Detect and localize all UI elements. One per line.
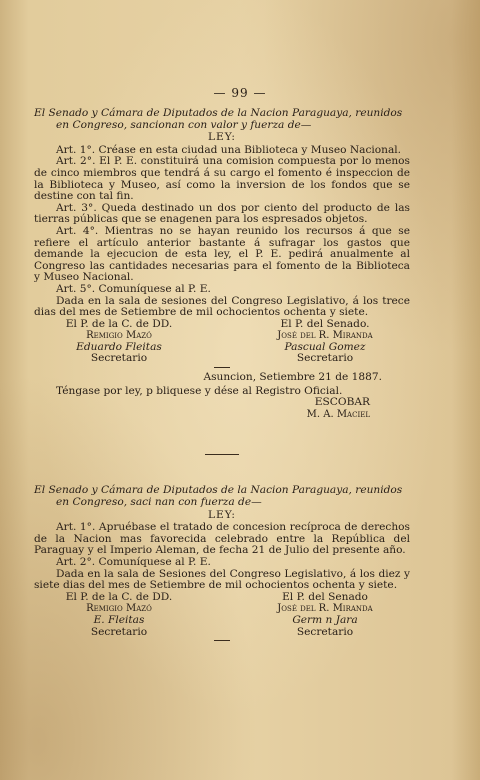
law2-preamble-line1: El Senado y Cámara de Diputados de la Nacion Paraguaya, reunidos [34,484,403,497]
law1-article-5: Art. 5°. Comuníquese al P. E. [56,282,211,295]
law1-sig-right-secretary-title: Secretario [296,352,354,365]
law2-sig-left-secretary-name: E. Fleitas [93,613,145,626]
page-number: — 99 — [213,86,267,100]
law1-preamble-line1: El Senado y Cámara de Diputados de la Nacion Paraguaya, reunidos [34,107,403,119]
law1-ley-heading: LEY: [207,131,237,144]
law1-sig-right-secretary-name: Pascual Gomez [284,340,366,353]
law1-sig-left-title: El P. de la C. de DD. [65,317,173,330]
law1-article-2: Art. 2°. El P. E. constituirá una comision compuesta por lo menos de cinco miembros que tendrá á su cargo el fomento é inspeccion de la Biblioteca y Museo, así como la inversion de los fondos que se destine con tal fin. [34,155,410,203]
law2-signature-left [34,592,204,638]
law2-article-1: Art. 1°. Apruébase el tratado de concesion recíproca de derechos de la Nacion mas favorecida celebrado entre la República del Paraguay y el Imperio Aleman, de fecha 21 de Julio del presente año. [34,521,410,557]
law2-preamble [34,485,410,508]
law1-decree: Téngase por ley, p bliquese y dése al Registro Oficial. [56,384,343,397]
law1-minister-1: ESCOBAR [314,396,370,409]
page-content [34,108,410,641]
law2-given-clause: Dada en la sala de Sesiones del Congreso Legislativo, á los diez y siete dias del mes de Setiembre de mil ochocientos ochenta y siete. [34,567,410,592]
law1-sig-left-secretary-title: Secretario [90,352,148,365]
law1-sig-right-name: José del R. Miranda [277,330,373,342]
law1-given-clause: Dada en la sala de sesiones del Congreso Legislativo, á los trece dias del mes de Setiembre de mil ochocientos ochenta y siete. [34,294,410,319]
law1-divider-dash [214,367,230,368]
law1-sig-left-secretary-name: Eduardo Fleitas [76,340,162,353]
law1-sig-right-title: El P. del Senado. [280,317,370,330]
law2-sig-left-name: Remigio Mazó [86,603,152,615]
law2-signatures [34,592,410,638]
law2-article-2: Art. 2°. Comuníquese al P. E. [56,556,211,568]
section-divider-rule [205,454,239,455]
law1-minister-2: M. A. Maciel [306,408,370,420]
law2-sig-right-name: José del R. Miranda [277,603,373,615]
law2-signature-right [240,592,410,638]
law2-ley-heading: LEY: [207,508,237,521]
law2-sig-left-title: El P. de la C. de DD. [65,590,173,603]
law2-sig-right-title: El P. del Senado [282,590,368,603]
law1-signature-right [240,319,410,365]
law2-sig-left-secretary-title: Secretario [90,625,148,638]
law1-ministers [34,397,410,420]
law2-divider-dash [214,640,230,641]
law2-sig-right-secretary-title: Secretario [296,625,354,638]
law1-sig-left-name: Remigio Mazó [86,330,152,342]
law2-sig-right-secretary-name: Germ n Jara [292,613,358,626]
law1-preamble [34,108,410,131]
law2-preamble-line2: en Congreso, saci nan con fuerza de— [56,496,262,509]
law1-preamble-line2: en Congreso, sancionan con valor y fuerza de— [56,118,312,131]
law1-article-1: Art. 1°. Créase en esta ciudad una Biblioteca y Museo Nacional. [56,143,402,156]
law1-date: Asuncion, Setiembre 21 de 1887. [203,371,382,384]
law1-article-4: Art. 4°. Mientras no se hayan reunido los recursos á que se refiere el artículo anterior bastante á sufragar los gastos que demande la ejecucion de esta ley, el P. E. pedirá anualmente al Congreso las cantidades necesarias para el fomento de la Biblioteca y Museo Nacional. [34,224,410,284]
law1-signature-left [34,319,204,365]
law1-signatures [34,319,410,365]
law1-article-3: Art. 3°. Queda destinado un dos por ciento del producto de las tierras públicas que se enagenen para los espresados objetos. [34,201,410,226]
